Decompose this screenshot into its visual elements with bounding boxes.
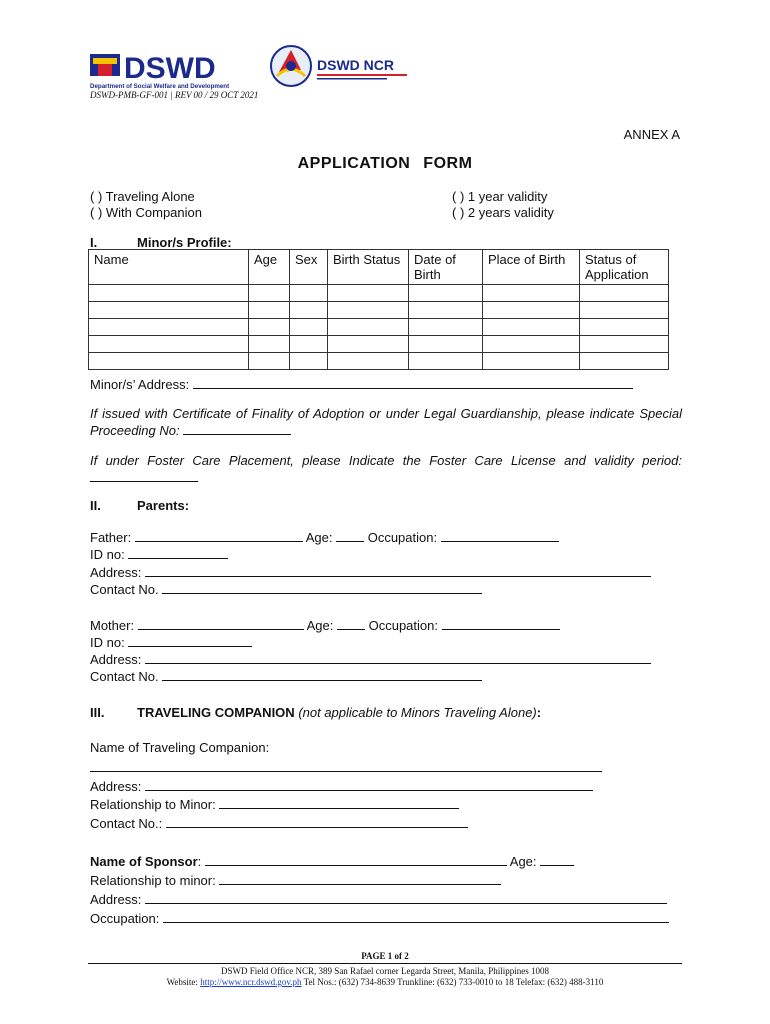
table-cell[interactable]: [290, 285, 328, 302]
option-traveling-alone[interactable]: ( ) Traveling Alone: [90, 189, 195, 204]
father-id-line[interactable]: [128, 546, 228, 559]
section-2-title: Parents:: [137, 498, 190, 513]
companion-address-line[interactable]: [145, 778, 593, 791]
father-address-line[interactable]: [145, 564, 651, 577]
column-place-of-birth: Place of Birth: [483, 250, 580, 285]
mother-id-row: [90, 634, 252, 650]
father-label: Father:: [90, 530, 132, 545]
foster-license-line[interactable]: [90, 469, 198, 482]
sponsor-age-line[interactable]: [540, 853, 574, 866]
table-cell[interactable]: [249, 302, 290, 319]
table-cell[interactable]: [290, 336, 328, 353]
mother-occupation-line[interactable]: [442, 617, 560, 630]
footer-website-label: Website:: [166, 977, 198, 987]
section-3-colon: :: [536, 705, 542, 720]
sponsor-name-line[interactable]: [205, 853, 507, 866]
table-cell[interactable]: [409, 285, 483, 302]
table-row: [89, 336, 669, 353]
option-with-companion[interactable]: ( ) With Companion: [90, 205, 202, 220]
companion-contact-row: [90, 815, 468, 831]
table-cell[interactable]: [580, 353, 669, 370]
mother-address-row: [90, 651, 651, 667]
column-birth-status: Birth Status: [328, 250, 409, 285]
table-cell[interactable]: [580, 302, 669, 319]
dswd-logo-subtext: Department of Social Welfare and Development: [90, 83, 230, 90]
section-1-title: Minor/s Profile:: [137, 235, 232, 250]
table-cell[interactable]: [89, 353, 249, 370]
father-contact-line[interactable]: [162, 581, 482, 594]
companion-relationship-label: Relationship to Minor:: [90, 797, 216, 812]
form-title: APPLICATION FORM: [297, 155, 473, 172]
father-address-label: Address:: [90, 565, 142, 580]
sponsor-address-label: Address:: [90, 892, 142, 907]
table-cell[interactable]: [328, 302, 409, 319]
footer-website-link[interactable]: http://www.ncr.dswd.gov.ph: [200, 977, 302, 987]
table-row: [89, 353, 669, 370]
table-cell[interactable]: [409, 302, 483, 319]
page-number: PAGE 1 of 2: [361, 951, 409, 961]
sponsor-occupation-label: Occupation:: [90, 911, 160, 926]
table-cell[interactable]: [483, 302, 580, 319]
mother-contact-line[interactable]: [162, 668, 482, 681]
mother-address-line[interactable]: [145, 651, 651, 664]
mother-id-label: ID no:: [90, 635, 125, 650]
table-cell[interactable]: [483, 319, 580, 336]
table-row: [89, 302, 669, 319]
table-cell[interactable]: [249, 336, 290, 353]
table-cell[interactable]: [483, 353, 580, 370]
table-cell[interactable]: [328, 285, 409, 302]
companion-name-line[interactable]: [90, 771, 602, 772]
table-cell[interactable]: [89, 285, 249, 302]
mother-row: [90, 617, 560, 633]
companion-contact-line[interactable]: [166, 815, 468, 828]
father-address-row: [90, 564, 651, 580]
table-cell[interactable]: [580, 336, 669, 353]
father-row: [90, 529, 559, 545]
mother-contact-row: [90, 668, 482, 684]
father-age-label: Age:: [305, 530, 333, 545]
mother-age-label: Age:: [306, 618, 334, 633]
dswd-ncr-logo: [265, 42, 420, 90]
table-cell[interactable]: [249, 319, 290, 336]
document-reference: DSWD-PMB-GF-001 | REV 00 / 29 OCT 2021: [90, 90, 259, 100]
footer-phones: Tel Nos.: (632) 734-8639 Trunkline: (632) 733-0010 to 18 Telefax: (632) 488-3110: [303, 977, 604, 987]
father-occupation-line[interactable]: [441, 529, 559, 542]
father-contact-row: [90, 581, 482, 597]
section-3-heading: [137, 705, 541, 720]
minors-profile-table: [88, 249, 669, 370]
column-sex: Sex: [290, 250, 328, 285]
option-1-year-validity[interactable]: ( ) 1 year validity: [452, 189, 548, 204]
dswd-ncr-logo-text: DSWD NCR: [317, 57, 394, 73]
minors-address-label: Minor/s’ Address:: [90, 377, 190, 392]
adoption-note-text: If issued with Certificate of Finality of Adoption or under Legal Guardianship, please indicate Special Proceeding No:: [90, 406, 682, 438]
table-row: [89, 319, 669, 336]
sponsor-label: Name of Sponsor: [90, 854, 198, 869]
companion-address-row: [90, 778, 593, 794]
companion-contact-label: Contact No.:: [90, 816, 163, 831]
table-cell[interactable]: [483, 336, 580, 353]
foster-note-text: If under Foster Care Placement, please Indicate the Foster Care License and validity period:: [90, 453, 682, 468]
sponsor-relationship-row: [90, 872, 501, 888]
column-date-of-birth: Date of Birth: [409, 250, 483, 285]
companion-name-label: Name of Traveling Companion:: [90, 740, 270, 755]
table-cell[interactable]: [89, 336, 249, 353]
table-cell[interactable]: [290, 353, 328, 370]
table-cell[interactable]: [580, 319, 669, 336]
sponsor-occupation-line[interactable]: [163, 910, 669, 923]
companion-address-label: Address:: [90, 779, 142, 794]
section-1-number: I.: [90, 235, 98, 250]
table-cell[interactable]: [580, 285, 669, 302]
section-3-number: III.: [90, 705, 105, 720]
table-cell[interactable]: [328, 336, 409, 353]
sponsor-address-line[interactable]: [145, 891, 667, 904]
mother-age-line[interactable]: [337, 617, 365, 630]
sponsor-occupation-row: [90, 910, 669, 926]
table-cell[interactable]: [249, 353, 290, 370]
minors-address-field[interactable]: [90, 376, 633, 392]
father-occupation-label: Occupation:: [367, 530, 438, 545]
table-cell[interactable]: [328, 353, 409, 370]
sponsor-address-row: [90, 891, 667, 907]
special-proceeding-line[interactable]: [183, 422, 291, 435]
column-status-of-application: Status of Application: [580, 250, 669, 285]
table-cell[interactable]: [409, 353, 483, 370]
companion-relationship-row: [90, 796, 459, 812]
section-3-note: (not applicable to Minors Traveling Alone): [298, 705, 537, 720]
table-cell[interactable]: [328, 319, 409, 336]
column-age: Age: [249, 250, 290, 285]
minors-address-line[interactable]: [193, 376, 633, 389]
sponsor-relationship-line[interactable]: [219, 872, 501, 885]
mother-id-line[interactable]: [128, 634, 252, 647]
father-contact-label: Contact No.: [90, 582, 159, 597]
companion-relationship-line[interactable]: [219, 796, 459, 809]
footer-divider: [88, 963, 682, 964]
section-3-title: TRAVELING COMPANION: [137, 705, 295, 720]
footer-contact-line: [0, 977, 770, 987]
sponsor-relationship-label: Relationship to minor:: [90, 873, 216, 888]
table-cell[interactable]: [89, 319, 249, 336]
table-row: [89, 285, 669, 302]
footer-office-address: DSWD Field Office NCR, 389 San Rafael corner Legarda Street, Manila, Philippines 1008: [220, 966, 549, 976]
sponsor-row: [90, 853, 574, 869]
mother-address-label: Address:: [90, 652, 142, 667]
mother-occupation-label: Occupation:: [368, 618, 438, 633]
table-cell[interactable]: [249, 285, 290, 302]
father-id-row: [90, 546, 228, 562]
sponsor-colon: :: [197, 854, 202, 869]
table-cell[interactable]: [290, 302, 328, 319]
table-cell[interactable]: [409, 336, 483, 353]
mother-label: Mother:: [90, 618, 135, 633]
table-cell[interactable]: [409, 319, 483, 336]
dswd-logo: [90, 48, 250, 94]
column-name: Name: [89, 250, 249, 285]
mother-contact-label: Contact No.: [90, 669, 159, 684]
option-2-years-validity[interactable]: ( ) 2 years validity: [452, 205, 554, 220]
sponsor-age-label: Age:: [509, 854, 537, 869]
table-cell[interactable]: [290, 319, 328, 336]
annex-label: ANNEX A: [623, 127, 680, 142]
table-cell[interactable]: [483, 285, 580, 302]
table-cell[interactable]: [89, 302, 249, 319]
adoption-note: [90, 406, 682, 439]
dswd-logo-text: DSWD: [124, 52, 216, 85]
father-name-line[interactable]: [135, 529, 303, 542]
father-age-line[interactable]: [336, 529, 364, 542]
foster-note: [90, 453, 682, 486]
section-2-number: II.: [90, 498, 101, 513]
table-header-row: [89, 250, 669, 285]
mother-name-line[interactable]: [138, 617, 304, 630]
father-id-label: ID no:: [90, 547, 125, 562]
